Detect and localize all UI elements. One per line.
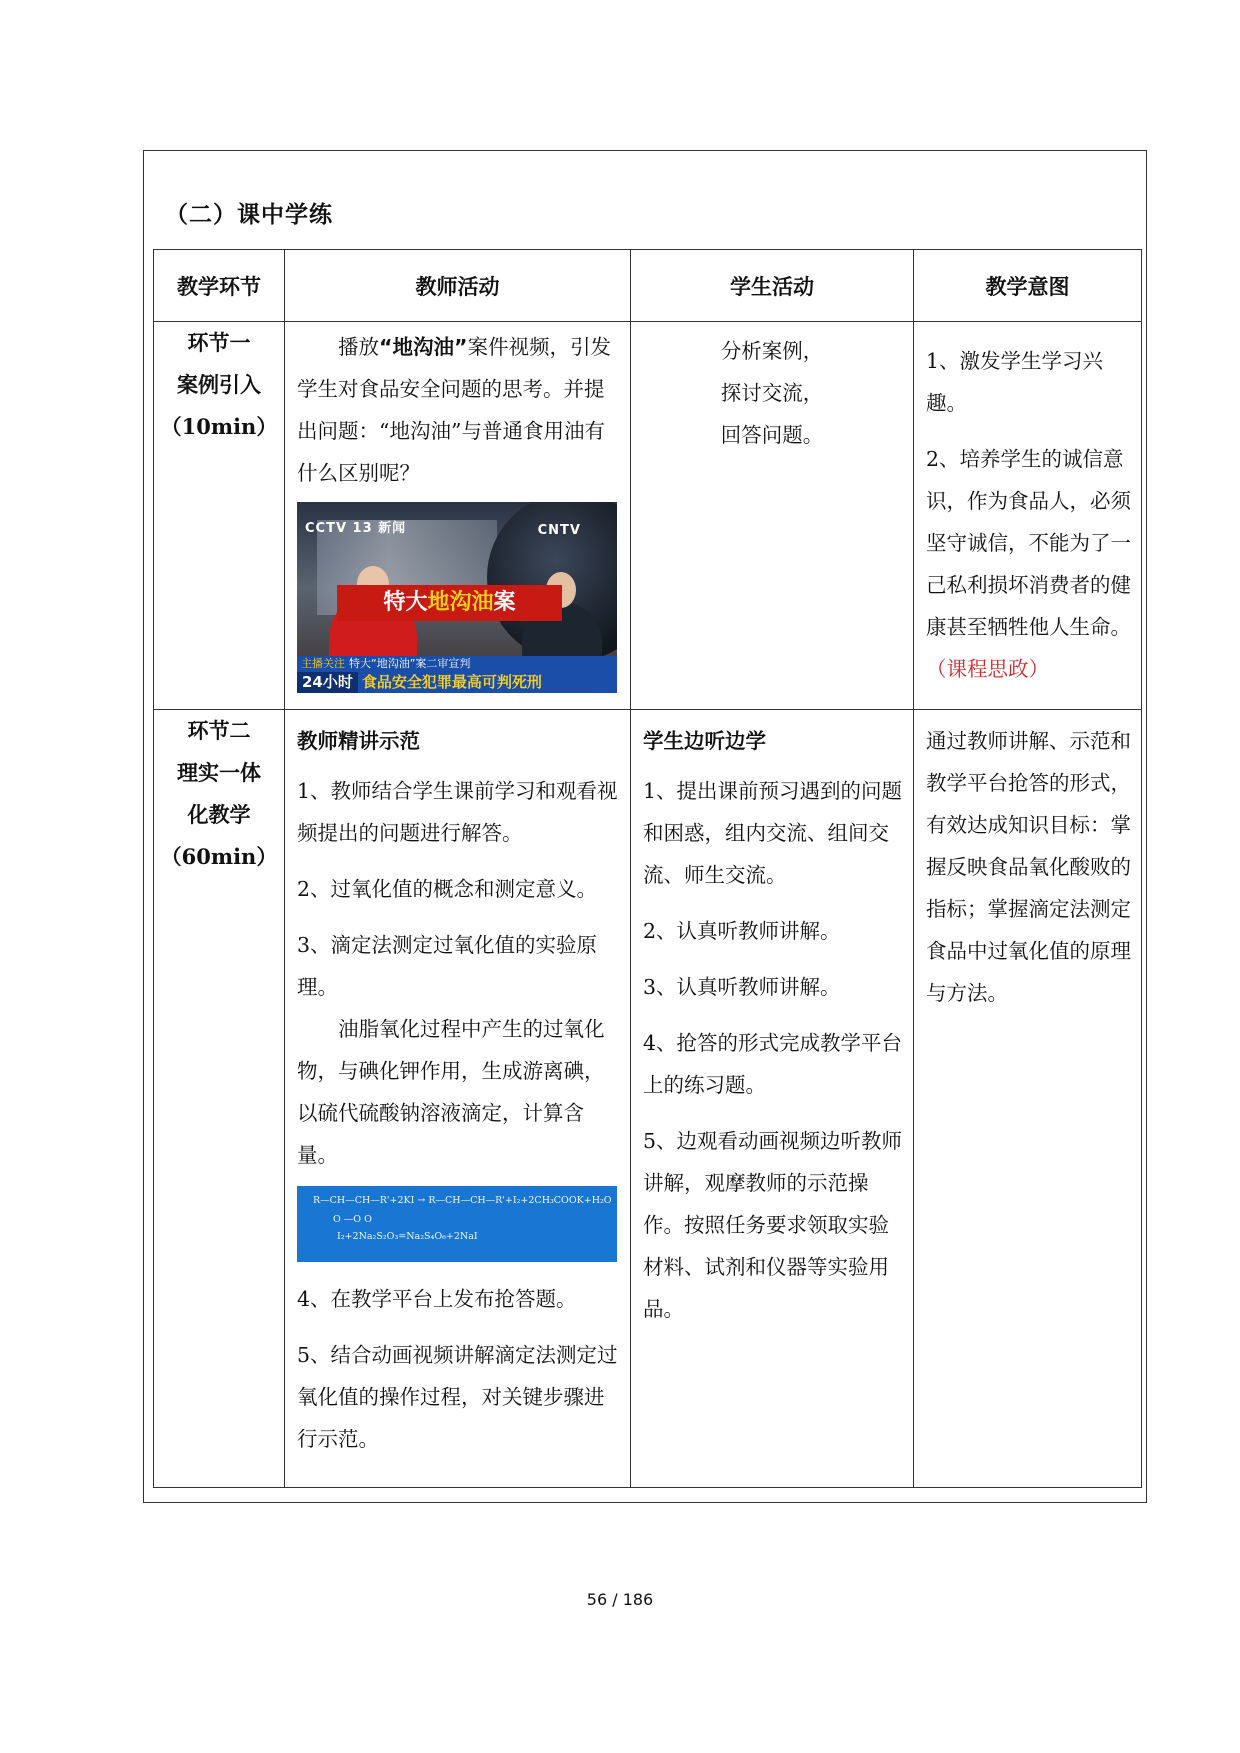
video-title-banner: 特大地沟油案 [337, 585, 562, 621]
teaching-intent-cell [914, 710, 1142, 1488]
stage-title: 理实一体 [177, 761, 261, 785]
teacher-step: 5、结合动画视频讲解滴定法测定过氧化值的操作过程，对关键步骤进行示范。 [297, 1343, 618, 1451]
student-step: 2、认真听教师讲解。 [643, 919, 841, 943]
header-teaching-intent: 教学意图 [914, 250, 1142, 322]
intent-text: 通过教师讲解、示范和教学平台抢答的形式，有效达成知识目标：掌握反映食品氧化酸败的指标；掌握滴定法测定食品中过氧化值的原理与方法。 [926, 729, 1131, 1005]
teacher-step: 2、过氧化值的概念和测定意义。 [297, 877, 598, 901]
stage-name: 环节一 [187, 331, 251, 355]
student-step: 4、抢答的形式完成教学平台上的练习题。 [643, 1031, 903, 1097]
stage-name: 环节二 [187, 719, 251, 743]
teacher-step-detail: 油脂氧化过程中产生的过氧化物，与碘化钾作用，生成游离碘，以硫代硫酸钠溶液滴定，计算含量。 [297, 1017, 605, 1167]
video-ticker-top: 主播关注 特大“地沟油”案二审宣判 [297, 656, 617, 672]
student-activity-cell [631, 710, 914, 1488]
student-activity-cell [631, 322, 914, 710]
table-header-row [154, 250, 1142, 322]
header-teacher-activity: 教师活动 [285, 250, 631, 322]
table-row [154, 322, 1142, 710]
stage-cell [154, 710, 285, 1488]
table-row [154, 710, 1142, 1488]
ideology-tag: （课程思政） [926, 657, 1049, 681]
lesson-table [153, 249, 1142, 1488]
stage-title: 案例引入 [177, 373, 261, 397]
formula-line: I₂+2Na₂S₂O₃=Na₂S₄O₆+2NaI [337, 1231, 478, 1242]
teacher-step: 1、教师结合学生课前学习和观看视频提出的问题进行解答。 [297, 779, 618, 845]
teacher-activity-heading: 教师精讲示范 [297, 729, 420, 753]
video-ticker-bottom: 24小时 食品安全犯罪最高可判死刑 [297, 672, 617, 693]
teacher-activity-cell [285, 322, 631, 710]
intent-item: 1、激发学生学习兴趣。 [926, 349, 1104, 415]
student-activity-heading: 学生边听边学 [643, 729, 766, 753]
student-activity-line: 回答问题。 [720, 423, 824, 447]
formula-line: R—CH—CH—R'+2KI → R—CH—CH—R'+I₂+2CH₃COOK+H₂O [313, 1195, 612, 1206]
stage-duration: （60min） [160, 844, 278, 869]
teacher-step: 3、滴定法测定过氧化值的实验原理。 [297, 933, 598, 999]
student-activity-line: 分析案例， [720, 339, 824, 363]
page-number: 56 / 186 [586, 1590, 654, 1609]
header-student-activity: 学生活动 [631, 250, 914, 322]
cntv-logo: CNTV [537, 523, 581, 538]
student-step: 3、认真听教师讲解。 [643, 975, 841, 999]
stage-cell [154, 322, 285, 710]
teaching-intent-cell [914, 322, 1142, 710]
student-activity-line: 探讨交流， [720, 381, 824, 405]
student-step: 5、边观看动画视频边听教师讲解，观摩教师的示范操作。按照任务要求领取实验材料、试剂和仪器等实验用品。 [643, 1129, 903, 1321]
reaction-formula-image [297, 1186, 617, 1262]
teacher-activity-cell [285, 710, 631, 1488]
teacher-activity-text: 播放“地沟油”案件视频，引发学生对食品安全问题的思考。并提出问题：“地沟油”与普通食用油有什么区别呢？ [297, 335, 611, 485]
section-title: （二）课中学练 [165, 202, 333, 228]
stage-title: 化教学 [187, 803, 251, 827]
teacher-step: 4、在教学平台上发布抢答题。 [297, 1287, 577, 1311]
formula-line: O —O O [333, 1214, 372, 1225]
stage-duration: （10min） [160, 414, 278, 439]
header-stage: 教学环节 [154, 250, 285, 322]
intent-item: 2、培养学生的诚信意识，作为食品人，必须坚守诚信，不能为了一己私利损坏消费者的健康甚至牺牲他人生命。（课程思政） [926, 447, 1131, 681]
cctv-logo: CCTV 13 新闻 [305, 521, 407, 536]
student-step: 1、提出课前预习遇到的问题和困惑，组内交流、组间交流、师生交流。 [643, 779, 903, 887]
news-video-screenshot [297, 502, 617, 693]
